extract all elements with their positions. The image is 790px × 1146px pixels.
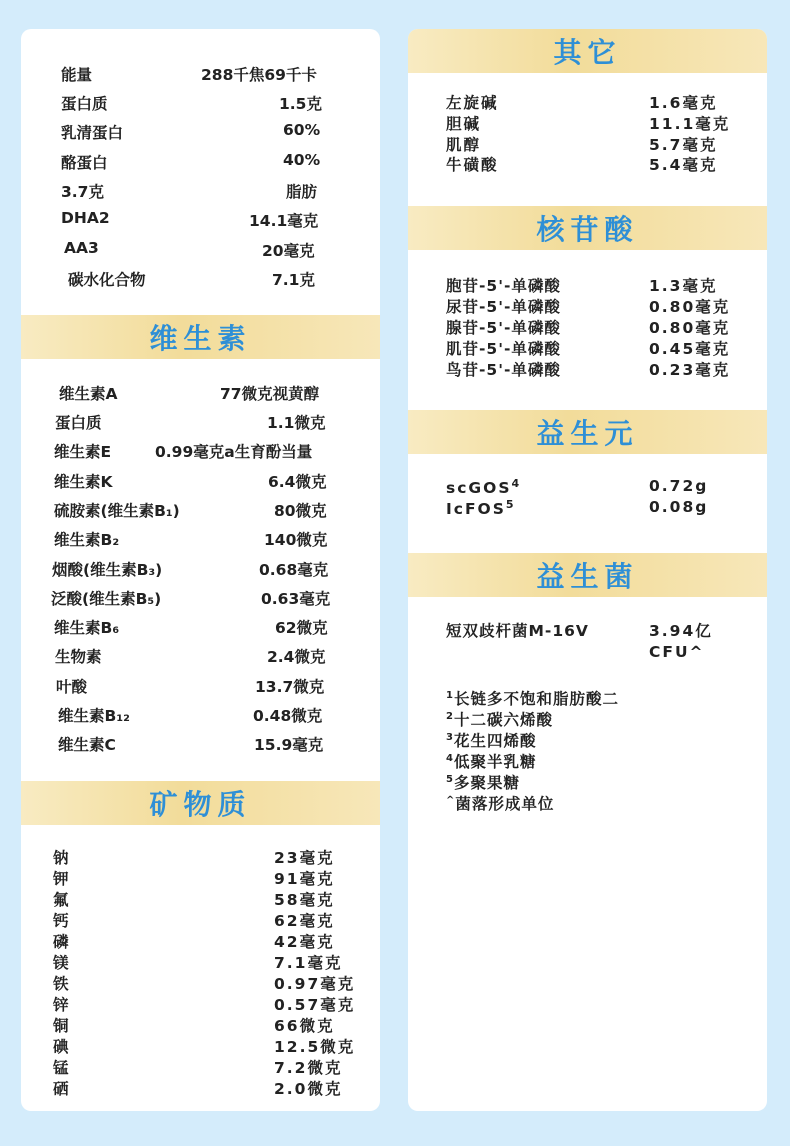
nutrient-value: 0.23毫克 [649, 361, 731, 379]
nutrient-name: 维生素C [58, 736, 116, 754]
nutrient-value: 1.3毫克 [649, 277, 718, 295]
nutrient-value: 7.1克 [272, 271, 315, 289]
nutrient-value: 3.94亿 [649, 622, 713, 640]
nutrient-name: 能量 [61, 66, 93, 84]
nutrient-value: 60% [283, 121, 321, 139]
nutrient-name: 蛋白质 [61, 95, 108, 113]
nutrient-value: 6.4微克 [268, 473, 327, 491]
nutrient-name: 锰 [53, 1059, 71, 1077]
nutrient-value: 40% [283, 151, 321, 169]
nutrient-name: 乳清蛋白 [61, 124, 124, 142]
footnote [446, 708, 553, 730]
nutrient-name: 铜 [53, 1017, 71, 1035]
footnote-ref: 5 [505, 498, 516, 511]
section-title: 矿物质 [149, 788, 252, 821]
vitamins-section-header [21, 315, 380, 359]
nutrient-value: 140微克 [264, 531, 328, 549]
footnote-ref: 4 [511, 477, 522, 490]
nutrient-name: 肌醇 [446, 136, 482, 154]
nutrient-name: 左旋碱 [446, 94, 499, 112]
nutrient-value: 1.6毫克 [649, 94, 718, 112]
nutrient-name: 钙 [53, 912, 71, 930]
footnote-mark: 4 [446, 752, 454, 764]
nutrient-name: 牛磺酸 [446, 156, 499, 174]
nutrient-value: 77微克视黄醇 [220, 385, 320, 403]
nutrient-value: 7.2微克 [274, 1059, 343, 1077]
prebiotic-name: scGOS [446, 479, 512, 498]
nutrient-value: 91毫克 [274, 870, 335, 888]
footnote-text: 十二碳六烯酸 [453, 711, 553, 729]
nutrient-name: 3.7克 [61, 183, 104, 201]
others-section-header [408, 29, 767, 73]
nutrient-value: 288千焦69千卡 [201, 66, 317, 84]
nutrient-value: 5.4毫克 [649, 156, 718, 174]
footnote-mark: 1 [446, 689, 454, 701]
footnote-text: 菌落形成单位 [455, 795, 555, 813]
nutrient-name: 镁 [53, 954, 71, 972]
footnote-text: 多聚果糖 [453, 774, 520, 792]
section-title: 其它 [553, 36, 622, 69]
nutrient-name: 腺苷-5'-单磷酸 [446, 319, 561, 337]
nutrient-value-unit: CFU^ [649, 643, 705, 661]
section-title: 维生素 [149, 322, 252, 355]
footnote-mark: ^ [446, 794, 456, 806]
section-title: 益生元 [536, 417, 639, 450]
nutrient-name [446, 498, 516, 518]
nutrient-name: 氟 [53, 891, 71, 909]
nutrient-value: 0.63毫克 [261, 590, 331, 608]
nutrient-name: 生物素 [55, 648, 102, 666]
nutrient-name: 铁 [53, 975, 71, 993]
nutrient-value: 13.7微克 [255, 678, 325, 696]
nutrient-value: 0.08g [649, 498, 709, 516]
nutrient-name: 叶酸 [56, 678, 88, 696]
nutrient-value: 脂肪 [286, 183, 318, 201]
nutrient-name: 碘 [53, 1038, 71, 1056]
nutrient-name: 维生素A [59, 385, 118, 403]
nutrient-value: 20毫克 [262, 242, 315, 260]
footnote-mark: 3 [446, 731, 454, 743]
footnote-mark: 2 [446, 710, 454, 722]
nutrient-value: 15.9毫克 [254, 736, 324, 754]
footnote [446, 687, 619, 709]
nutrient-value: 2.0微克 [274, 1080, 343, 1098]
nutrient-value: 0.99毫克a生育酚当量 [155, 443, 313, 461]
nutrient-name: 胞苷-5'-单磷酸 [446, 277, 561, 295]
nutrient-name [446, 477, 521, 497]
nutrient-value: 23毫克 [274, 849, 335, 867]
footnote-text: 花生四烯酸 [453, 732, 537, 750]
footnote-text: 低聚半乳糖 [453, 753, 537, 771]
nucleotides-section-header [408, 206, 767, 250]
nutrient-value: 2.4微克 [267, 648, 326, 666]
nutrient-name: 维生素B₆ [54, 619, 120, 637]
nutrient-name: 酪蛋白 [61, 154, 108, 172]
footnote [446, 771, 520, 793]
probiotics-section-header [408, 553, 767, 597]
nutrient-name: 磷 [53, 933, 71, 951]
nutrient-name: 钠 [53, 849, 71, 867]
nutrient-value: 0.68毫克 [259, 561, 329, 579]
nutrient-value: 0.45毫克 [649, 340, 731, 358]
nutrient-value: 5.7毫克 [649, 136, 718, 154]
nutrient-name: 泛酸(维生素B₅) [51, 590, 162, 608]
nutrient-value: 80微克 [274, 502, 327, 520]
nutrient-name: 尿苷-5'-单磷酸 [446, 298, 561, 316]
nutrient-name: 硒 [53, 1080, 71, 1098]
nutrient-name: 维生素E [54, 443, 112, 461]
nutrient-name: 维生素K [54, 473, 113, 491]
nutrient-value: 14.1毫克 [249, 212, 319, 230]
footnote [446, 750, 536, 772]
right-nutrition-card [408, 29, 767, 1111]
nutrient-name: 锌 [53, 996, 71, 1014]
nutrient-value: 0.97毫克 [274, 975, 356, 993]
nutrient-name: DHA2 [61, 209, 110, 227]
nutrient-value: 0.72g [649, 477, 709, 495]
footnote [446, 792, 554, 814]
nutrient-value: 66微克 [274, 1017, 335, 1035]
prebiotics-section-header [408, 410, 767, 454]
nutrient-value: 7.1毫克 [274, 954, 343, 972]
nutrient-value: 0.48微克 [253, 707, 323, 725]
nutrient-value: 62毫克 [274, 912, 335, 930]
nutrient-name: 维生素B₂ [54, 531, 120, 549]
nutrient-name: AA3 [64, 239, 99, 257]
footnote [446, 729, 536, 751]
nutrient-name: 烟酸(维生素B₃) [52, 561, 163, 579]
nutrient-value: 11.1毫克 [649, 115, 731, 133]
footnote-text: 长链多不饱和脂肪酸二 [453, 690, 619, 708]
nutrient-value: 12.5微克 [274, 1038, 356, 1056]
nutrient-name: 胆碱 [446, 115, 482, 133]
nutrient-name: 鸟苷-5'-单磷酸 [446, 361, 561, 379]
nutrient-value: 0.57毫克 [274, 996, 356, 1014]
nutrient-name: 肌苷-5'-单磷酸 [446, 340, 561, 358]
section-title: 核苷酸 [536, 213, 639, 246]
nutrient-value: 58毫克 [274, 891, 335, 909]
nutrient-name: 维生素B₁₂ [58, 707, 130, 725]
nutrient-value: 1.1微克 [267, 414, 326, 432]
minerals-section-header [21, 781, 380, 825]
nutrient-name: 蛋白质 [55, 414, 102, 432]
nutrient-name: 钾 [53, 870, 71, 888]
footnote-mark: 5 [446, 773, 454, 785]
nutrient-name: 短双歧杆菌M-16V [446, 622, 589, 640]
nutrient-value: 0.80毫克 [649, 319, 731, 337]
nutrient-value: 0.80毫克 [649, 298, 731, 316]
left-nutrition-card [21, 29, 380, 1111]
section-title: 益生菌 [536, 560, 639, 593]
nutrient-name: 硫胺素(维生素B₁) [54, 502, 180, 520]
nutrient-value: 62微克 [275, 619, 328, 637]
nutrient-value: 42毫克 [274, 933, 335, 951]
nutrient-value: 1.5克 [279, 95, 322, 113]
prebiotic-name: IcFOS [446, 500, 506, 519]
nutrient-name: 碳水化合物 [68, 271, 146, 289]
